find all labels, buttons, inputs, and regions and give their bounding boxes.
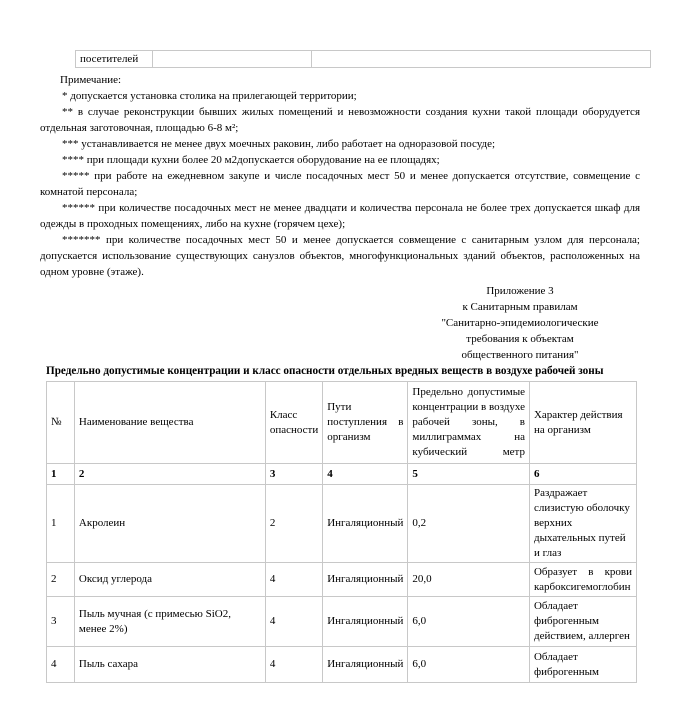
substance-name: Пыль сахара [74, 647, 265, 683]
table-row [47, 647, 637, 683]
note-item: * допускается установка столика на прилегающей территории; [62, 90, 357, 102]
fragment-cell-empty [312, 51, 651, 68]
row-number: 4 [47, 647, 75, 683]
header-cell: Характер действия на организм [529, 382, 636, 464]
header-cell: № [47, 382, 75, 464]
notes-heading: Примечание: [60, 74, 122, 86]
table-row [47, 597, 637, 647]
fragment-cell: посетителей [76, 51, 153, 68]
header-cell: Класс опасности [265, 382, 322, 464]
column-number: 5 [408, 464, 530, 485]
header-cell: Пути поступления в организм [323, 382, 408, 464]
intake-route: Ингаляционный [323, 485, 408, 563]
hazard-class: 2 [265, 485, 322, 563]
substance-name: Оксид углерода [74, 563, 265, 597]
hazard-class: 4 [265, 563, 322, 597]
table-row [47, 485, 637, 563]
appendix-line: Приложение 3 [486, 285, 554, 297]
note-item: ** в случае реконструкции бывших жилых помещений и невозможности создания кухни такой площади оборудуется отдельная заготовочная, площадью 6-8 м²; [40, 106, 640, 134]
appendix-heading [420, 283, 620, 363]
action-character: Образует в крови карбоксигемоглобин [529, 563, 636, 597]
row-number: 2 [47, 563, 75, 597]
header-cell: Предельно допустимые концентрации в воздухе рабочей зоны, в миллиграммах на кубический метр [408, 382, 530, 464]
fragment-cell-empty [153, 51, 312, 68]
max-concentration: 6,0 [408, 647, 530, 683]
row-number: 3 [47, 597, 75, 647]
column-number: 2 [74, 464, 265, 485]
intake-route: Ингаляционный [323, 597, 408, 647]
note-item: **** при площади кухни более 20 м2допускается оборудование на ее площадях; [62, 154, 440, 166]
action-character: Раздражает слизистую оболочку верхних дыхательных путей и глаз [529, 485, 636, 563]
appendix-line: "Санитарно-эпидемиологические [441, 317, 599, 329]
hazard-class: 4 [265, 647, 322, 683]
note-item: *** устанавливается не менее двух моечных раковин, либо работает на одноразовой посуде; [62, 138, 496, 150]
intake-route: Ингаляционный [323, 563, 408, 597]
max-concentration: 20,0 [408, 563, 530, 597]
row-number: 1 [47, 485, 75, 563]
column-number: 3 [265, 464, 322, 485]
column-number: 4 [323, 464, 408, 485]
substance-name: Пыль мучная (с примесью SiO2, менее 2%) [74, 597, 265, 647]
note-item: ***** при работе на ежедневном закупе и числе посадочных мест 50 и менее допускается отсутствие, совмещение с комнатой персонала; [40, 170, 640, 198]
substance-name: Акролеин [74, 485, 265, 563]
table-row [47, 563, 637, 597]
table-title: Предельно допустимые концентрации и класс опасности отдельных вредных веществ в воздухе рабочей зоны [46, 365, 604, 377]
appendix-line: требования к объектам [466, 333, 574, 345]
appendix-line: общественного питания" [461, 349, 579, 361]
column-number: 6 [529, 464, 636, 485]
column-number: 1 [47, 464, 75, 485]
header-cell: Наименование вещества [74, 382, 265, 464]
previous-table-fragment [75, 50, 651, 68]
note-item: ****** при количестве посадочных мест не менее двадцати и количества персонала не более трех допускается шкаф для одежды в проходных помещениях, либо на кухне (горячем цехе); [40, 202, 640, 230]
substances-table [46, 381, 637, 683]
table-header-row [47, 382, 637, 464]
max-concentration: 0,2 [408, 485, 530, 563]
note-item: ******* при количестве посадочных мест 50 и менее допускается совмещение с санитарным узлом для персонала; допускается использование существующих санузлов объектов, многофункциональных зданий объектов, расположенных на одном уровне (этаже). [40, 234, 640, 278]
action-character: Обладает фиброгенным действием, аллерген [529, 597, 636, 647]
action-character: Обладает фиброгенным [529, 647, 636, 683]
column-number-row [47, 464, 637, 485]
notes-section [40, 72, 640, 280]
hazard-class: 4 [265, 597, 322, 647]
appendix-line: к Санитарным правилам [462, 301, 578, 313]
intake-route: Ингаляционный [323, 647, 408, 683]
max-concentration: 6,0 [408, 597, 530, 647]
